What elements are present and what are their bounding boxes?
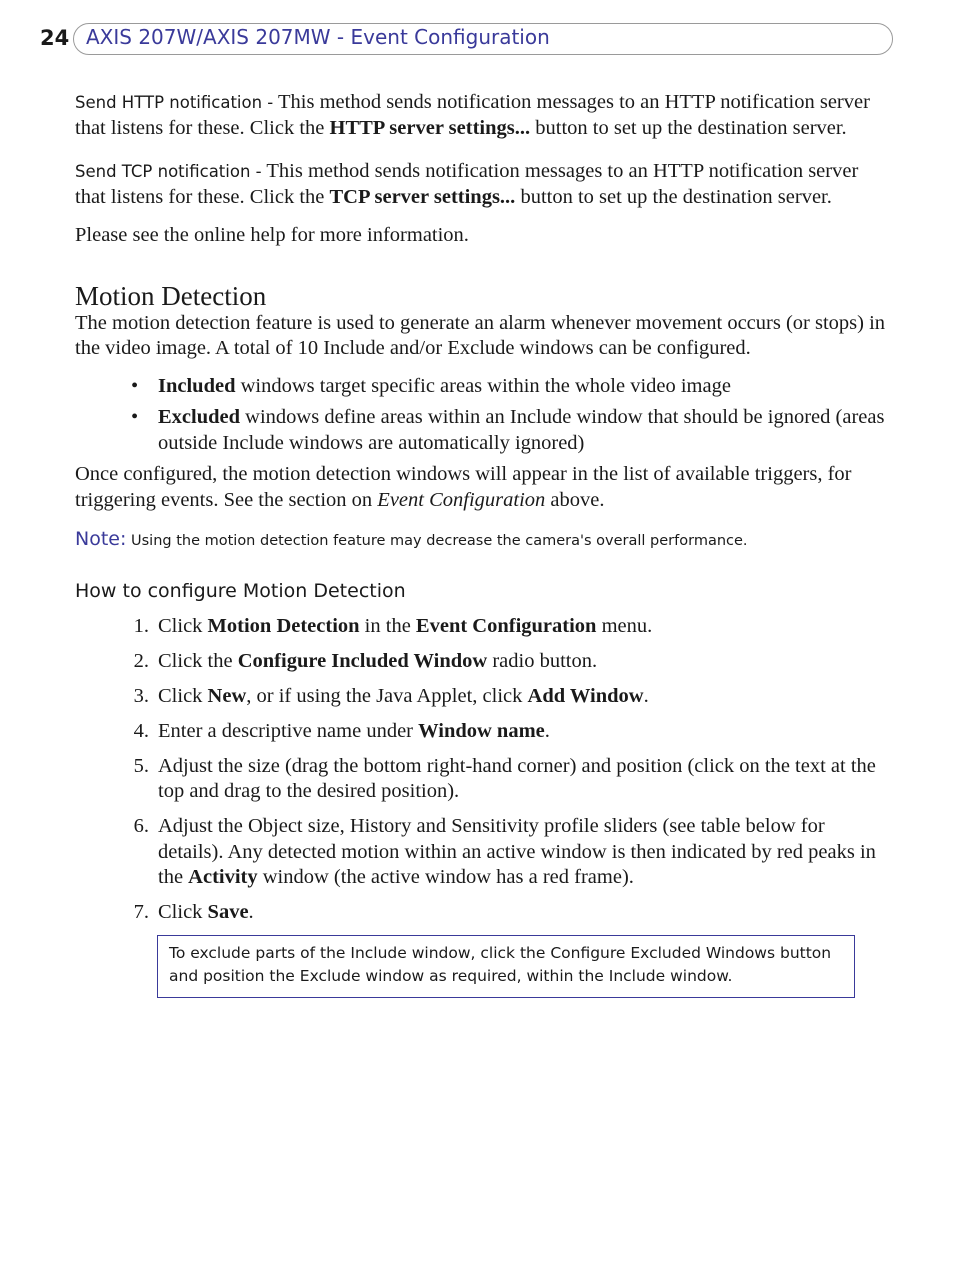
step-number: 4. [133,719,149,742]
header-title: AXIS 207W/AXIS 207MW - Event Configuration [86,25,550,49]
page-content [75,90,890,998]
configure-excluded-windows-label: Configure Excluded Windows [550,944,776,962]
step-item [75,754,890,805]
http-notification-text: This method sends notification messages to an HTTP notification server that listens for these. Click the [75,91,870,139]
step-number: 5. [133,754,149,777]
bullet-icon: • [131,374,139,397]
step-text: Click [158,684,208,707]
step-term: Activity [188,866,258,888]
exclude-windows-tip-box [157,935,855,998]
step-term: Configure Included Window [237,649,488,672]
bullet-icon: • [131,406,139,428]
motion-detection-heading: Motion Detection [75,280,267,311]
step-text: . [544,719,550,742]
window-types-list [75,374,890,457]
step-item [75,649,890,675]
step-text: menu. [596,614,653,637]
step-term: Motion Detection [207,614,360,637]
step-text: , or if using the Java Applet, click [246,684,528,707]
step-term: Add Window [527,684,644,707]
step-number: 1. [133,614,149,637]
step-number: 3. [133,684,149,707]
motion-detection-intro: The motion detection feature is used to generate an alarm whenever movement occurs (or stops) in the video image. A total of 10 Include and/or Exclude windows can be configured. [75,311,886,359]
tcp-server-settings-label: TCP server settings... [329,185,516,208]
step-text: window (the active window has a red frame). [257,866,634,888]
online-help-paragraph: Please see the online help for more information. [75,224,469,246]
step-item [75,614,890,640]
triggers-text: Once configured, the motion detection windows will appear in the list of available triggers, for triggering events. See the section on [75,463,852,511]
step-text: in the [359,614,416,637]
bullet-text: windows define areas within an Include window that should be ignored (areas outside Include windows are automatically ignored) [158,406,885,454]
step-item [75,684,890,710]
http-notification-lead: Send HTTP notification - [75,93,274,112]
step-text: Click [158,901,208,923]
step-item [75,719,890,745]
step-term: Window name [418,719,545,742]
step-term: Event Configuration [415,614,597,637]
configuration-steps [75,614,890,926]
note-text: Using the motion detection feature may decrease the camera's overall performance. [126,533,748,549]
tip-text: To exclude parts of the Include window, click the [169,944,551,962]
tcp-notification-text-end: button to set up the destination server. [515,185,832,208]
http-notification-paragraph [75,90,890,141]
http-server-settings-label: HTTP server settings... [329,116,531,139]
page-number: 24 [40,26,70,50]
tcp-notification-paragraph [75,159,890,210]
performance-note [75,527,890,555]
tcp-notification-lead: Send TCP notification - [75,162,262,181]
triggers-paragraph [75,462,890,513]
step-term: Save [207,901,249,923]
step-text: Adjust the size (drag the bottom right-hand corner) and position (click on the text at the top and drag to the desired position). [158,754,876,802]
step-text: . [643,684,649,707]
list-item [75,405,890,456]
bullet-term: Included [158,374,236,397]
bullet-term: Excluded [158,406,241,428]
step-text: Enter a descriptive name under [158,719,419,742]
http-notification-text-end: button to set up the destination server. [530,116,847,139]
bullet-text: windows target specific areas within the whole video image [235,374,731,397]
howto-heading: How to configure Motion Detection [75,579,406,602]
triggers-text-end: above. [545,488,605,511]
step-text: radio button. [487,649,598,672]
step-number: 2. [133,649,149,672]
step-term: New [207,684,247,707]
step-item [75,900,890,926]
step-number: 7. [133,901,149,923]
step-text: Adjust the Object size, History and Sensitivity profile sliders (see table below for details). Any detected motion within an active window is then indicated by red peaks in the [158,815,876,888]
list-item [75,374,890,400]
tip-text-end: button and position the Exclude window as required, within the Include window. [169,944,832,985]
step-text: Click the [158,649,238,672]
step-text: . [248,901,254,923]
note-label: Note: [75,528,127,550]
event-configuration-reference: Event Configuration [377,488,546,511]
step-number: 6. [133,815,149,837]
tcp-notification-text: This method sends notification messages to an HTTP notification server that listens for these. Click the [75,160,859,208]
step-text: Click [158,614,208,637]
step-item [75,814,890,891]
